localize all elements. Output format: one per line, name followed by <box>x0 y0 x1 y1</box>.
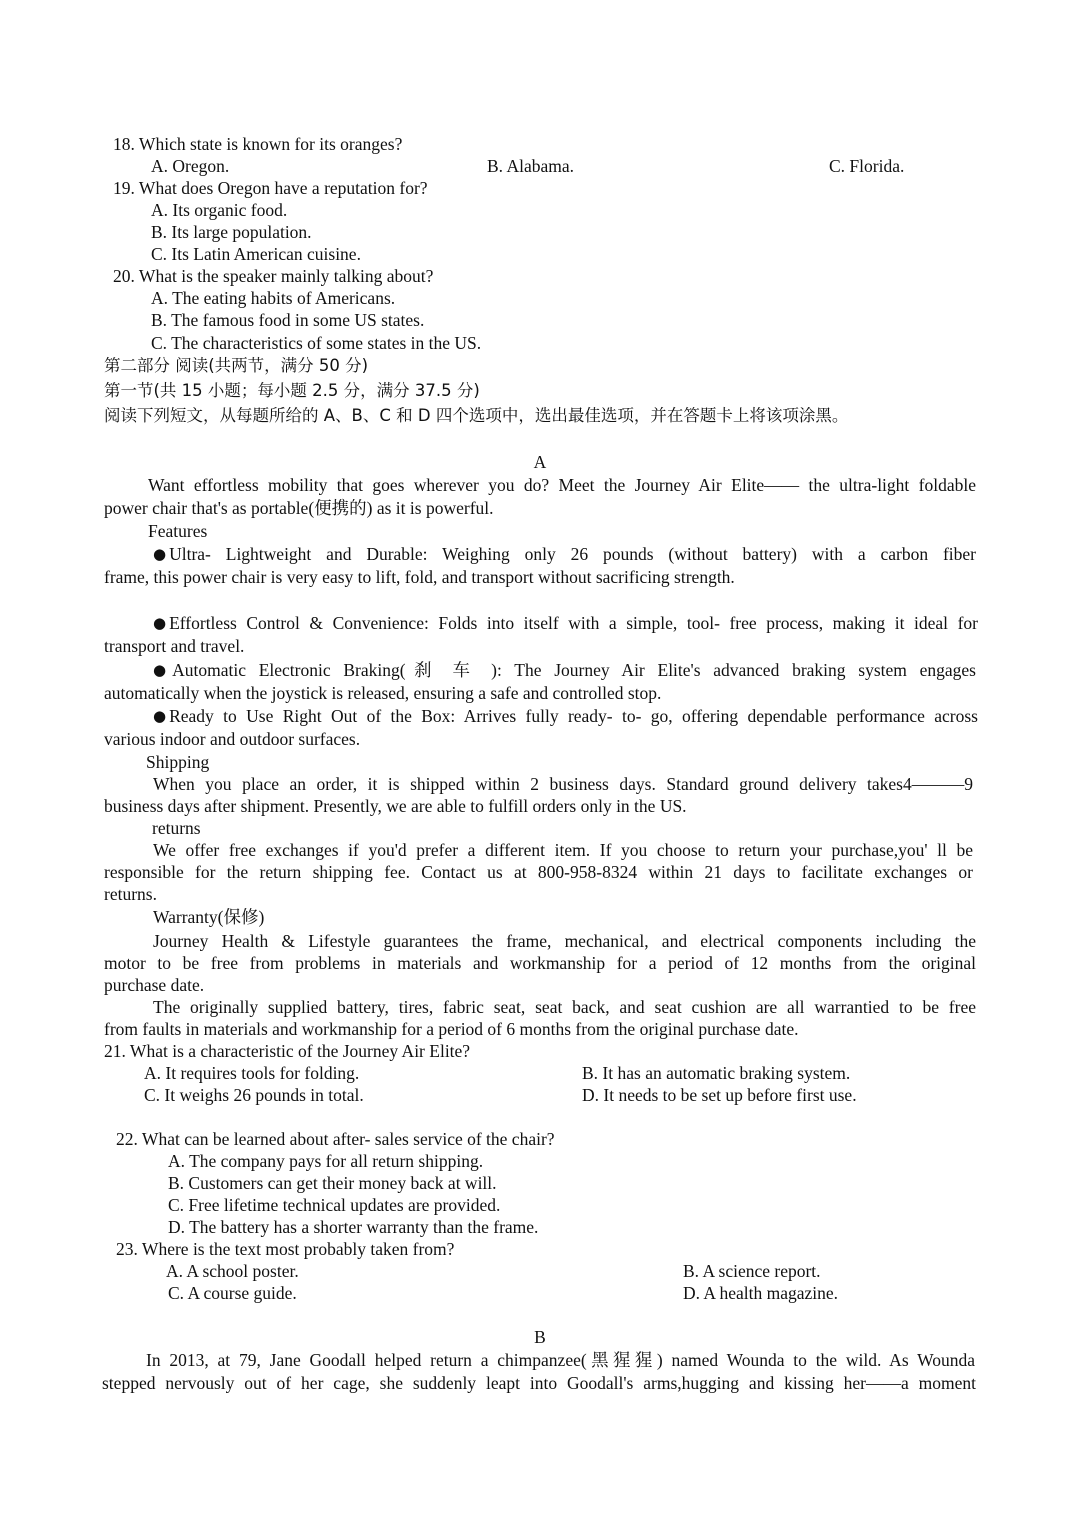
feature-3-text: Automatic Electronic Braking(刹 车 ): The Journey Air Elite's advanced braking system engages <box>172 660 976 680</box>
q22-option-b: B. Customers can get their money back at will. <box>168 1173 497 1193</box>
feature-1-text: Ultra- Lightweight and Durable: Weighing only 26 pounds (without battery) with a carbon fiber <box>169 544 976 564</box>
q22-option-a: A. The company pays for all return shipping. <box>168 1151 484 1171</box>
q21-option-b: B. It has an automatic braking system. <box>582 1063 851 1083</box>
warranty-line2: motor to be free from problems in materials and workmanship for a period of 12 months from the original <box>104 953 976 973</box>
instructions: 阅读下列短文，从每题所给的 A、B、C 和 D 四个选项中，选出最佳选项，并在答题卡上将该项涂黑。 <box>104 406 849 425</box>
q19-option-a: A. Its organic food. <box>151 200 288 220</box>
section1-heading: 第一节(共 15 小题；每小题 2.5 分，满分 37.5 分) <box>104 381 480 400</box>
feature-3-line2: automatically when the joystick is released, ensuring a safe and controlled stop. <box>104 683 662 703</box>
warranty-line5: from faults in materials and workmanship for a period of 6 months from the original purchase date. <box>104 1019 799 1039</box>
feature-4-line1 <box>153 705 978 727</box>
returns-heading: returns <box>152 818 201 838</box>
warranty-line4: The originally supplied battery, tires, fabric seat, seat back, and seat cushion are all warrantied to be free <box>153 997 976 1017</box>
feature-4-line2: various indoor and outdoor surfaces. <box>104 729 361 749</box>
q22-stem: 22. What can be learned about after- sales service of the chair? <box>116 1129 555 1149</box>
bullet-icon: ● <box>153 614 167 632</box>
q18-stem: 18. Which state is known for its oranges? <box>113 134 403 154</box>
feature-3-line1 <box>153 659 976 681</box>
features-heading: Features <box>148 521 208 541</box>
passage-a-letter: A <box>533 452 547 472</box>
feature-2-line2: transport and travel. <box>104 636 245 656</box>
q19-option-b: B. Its large population. <box>151 222 312 242</box>
feature-2-text: Effortless Control & Convenience: Folds into itself with a simple, tool- free process, making it ideal for <box>169 613 978 633</box>
q21-option-a: A. It requires tools for folding. <box>144 1063 360 1083</box>
warranty-line1: Journey Health & Lifestyle guarantees the frame, mechanical, and electrical components including the <box>153 931 976 951</box>
q23-option-b: B. A science report. <box>683 1261 821 1281</box>
q20-option-b: B. The famous food in some US states. <box>151 310 425 330</box>
returns-line2: responsible for the return shipping fee. Contact us at 800-958-8324 within 21 days to facilitate exchanges or <box>104 862 973 882</box>
bullet-icon: ● <box>153 661 167 679</box>
warranty-line3: purchase date. <box>104 975 205 995</box>
returns-line1: We offer free exchanges if you'd prefer a different item. If you choose to return your purchase,you' ll be <box>153 840 973 860</box>
q19-option-c: C. Its Latin American cuisine. <box>151 244 361 264</box>
feature-1-line2: frame, this power chair is very easy to lift, fold, and transport without sacrificing strength. <box>104 567 735 587</box>
part2-heading: 第二部分 阅读(共两节，满分 50 分) <box>104 356 369 375</box>
passage-b-line1: In 2013, at 79, Jane Goodall helped return a chimpanzee(黑猩猩) named Wounda to the wild. As Wounda <box>146 1350 975 1370</box>
passage-a-intro-line2: power chair that's as portable(便携的) as it is powerful. <box>104 498 494 518</box>
shipping-line1: When you place an order, it is shipped within 2 business days. Standard ground delivery takes4———9 <box>153 774 973 794</box>
q23-option-c: C. A course guide. <box>168 1283 297 1303</box>
returns-line3: returns. <box>104 884 157 904</box>
q19-stem: 19. What does Oregon have a reputation for? <box>113 178 428 198</box>
shipping-heading: Shipping <box>146 752 210 772</box>
passage-a-intro-line1: Want effortless mobility that goes wherever you do? Meet the Journey Air Elite—— the ultra-light foldable <box>148 475 976 495</box>
feature-1-line1 <box>153 543 976 565</box>
q22-option-d: D. The battery has a shorter warranty than the frame. <box>168 1217 539 1237</box>
q18-option-a: A. Oregon. <box>151 156 230 176</box>
q18-option-c: C. Florida. <box>829 156 905 176</box>
q22-option-c: C. Free lifetime technical updates are provided. <box>168 1195 501 1215</box>
q18-option-b: B. Alabama. <box>487 156 574 176</box>
q23-option-a: A. A school poster. <box>166 1261 299 1281</box>
feature-2-line1 <box>153 612 978 634</box>
q23-stem: 23. Where is the text most probably taken from? <box>116 1239 455 1259</box>
q20-option-a: A. The eating habits of Americans. <box>151 288 396 308</box>
bullet-icon: ● <box>153 545 167 563</box>
passage-b-line2: stepped nervously out of her cage, she suddenly leapt into Goodall's arms,hugging and kissing her——a moment <box>102 1373 976 1393</box>
passage-b-letter: B <box>534 1327 546 1347</box>
feature-4-text: Ready to Use Right Out of the Box: Arrives fully ready- to- go, offering dependable performance across <box>169 706 978 726</box>
shipping-line2: business days after shipment. Presently, we are able to fulfill orders only in the US. <box>104 796 687 816</box>
q21-option-d: D. It needs to be set up before first use. <box>582 1085 857 1105</box>
q23-option-d: D. A health magazine. <box>683 1283 839 1303</box>
q20-stem: 20. What is the speaker mainly talking about? <box>113 266 434 286</box>
bullet-icon: ● <box>153 707 167 725</box>
q21-option-c: C. It weighs 26 pounds in total. <box>144 1085 364 1105</box>
warranty-heading: Warranty(保修) <box>153 907 265 927</box>
q21-stem: 21. What is a characteristic of the Journey Air Elite? <box>104 1041 471 1061</box>
q20-option-c: C. The characteristics of some states in the US. <box>151 333 482 353</box>
